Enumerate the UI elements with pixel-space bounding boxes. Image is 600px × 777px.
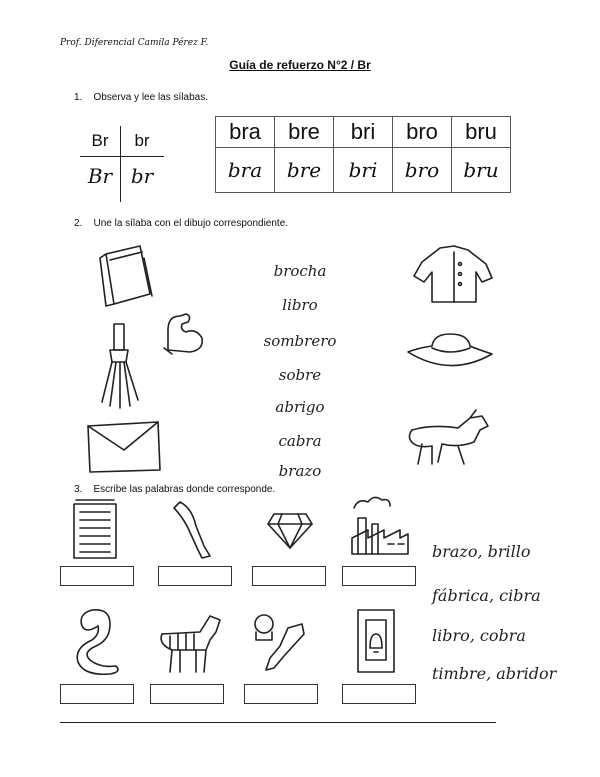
bottom-divider [60, 722, 496, 723]
syllable-print: bra [216, 117, 275, 148]
factory-icon [344, 494, 414, 558]
cobra-icon [70, 606, 126, 676]
word-libro: libro [282, 296, 318, 314]
syllable-table [215, 116, 511, 193]
word-pair-4: timbre, abridor [432, 664, 557, 683]
envelope-icon [84, 420, 164, 476]
doorbell-icon [354, 606, 400, 676]
can-opener-icon [244, 610, 310, 674]
diamond-icon [266, 508, 314, 552]
word-abrigo: abrigo [275, 398, 325, 416]
cursive-upper-letter: Br [87, 164, 113, 188]
paintbrush-icon [96, 322, 144, 412]
word-pair-3: libro, cobra [432, 626, 526, 645]
answer-box-8[interactable] [342, 684, 416, 704]
word-brocha: brocha [273, 262, 327, 280]
instruction-text: Escribe las palabras donde corresponde. [93, 484, 276, 495]
syllable-cursive: bri [334, 148, 393, 193]
syllable-print: bri [334, 117, 393, 148]
syllable-cursive: bre [275, 148, 334, 193]
instruction-text: Observa y lee las sílabas. [93, 92, 208, 103]
word-pair-2: fábrica, cibra [432, 586, 541, 605]
syllable-print: bro [393, 117, 452, 148]
answer-box-1[interactable] [60, 566, 134, 586]
instruction-number: 1. [74, 92, 83, 103]
syllable-cursive: bro [393, 148, 452, 193]
goat-icon [402, 408, 494, 474]
author-credit: Prof. Diferencial Camila Pérez F. [60, 38, 209, 48]
word-pair-1: brazo, brillo [432, 542, 531, 561]
coat-icon [410, 244, 496, 306]
instruction-2 [74, 218, 288, 229]
word-brazo: brazo [278, 462, 322, 480]
notebook-icon [66, 498, 122, 560]
syllable-cursive: bra [216, 148, 275, 193]
print-upper-letter: Br [91, 131, 109, 150]
word-sobre: sobre [278, 366, 322, 384]
cursive-lower-letter: br [130, 164, 154, 188]
instruction-text: Une la sílaba con el dibujo correspondiente. [93, 218, 289, 229]
letter-table [80, 126, 164, 202]
instruction-number: 2. [74, 218, 83, 229]
instruction-3 [74, 484, 275, 495]
answer-box-4[interactable] [342, 566, 416, 586]
answer-box-5[interactable] [60, 684, 134, 704]
word-cabra: cabra [278, 432, 322, 450]
hat-icon [404, 330, 496, 380]
arm-icon [170, 498, 216, 560]
print-lower-letter: br [134, 131, 150, 150]
book-icon [96, 244, 160, 310]
answer-box-7[interactable] [244, 684, 318, 704]
flexed-arm-icon [160, 310, 208, 356]
answer-box-6[interactable] [150, 684, 224, 704]
zebra-icon [156, 610, 224, 676]
syllable-print: bre [275, 117, 334, 148]
syllable-print: bru [452, 117, 511, 148]
answer-box-2[interactable] [158, 566, 232, 586]
answer-box-3[interactable] [252, 566, 326, 586]
instruction-number: 3. [74, 484, 83, 495]
word-sombrero: sombrero [263, 332, 337, 350]
syllable-cursive: bru [452, 148, 511, 193]
instruction-1 [74, 92, 208, 103]
page-title: Guía de refuerzo N°2 / Br [229, 58, 371, 72]
